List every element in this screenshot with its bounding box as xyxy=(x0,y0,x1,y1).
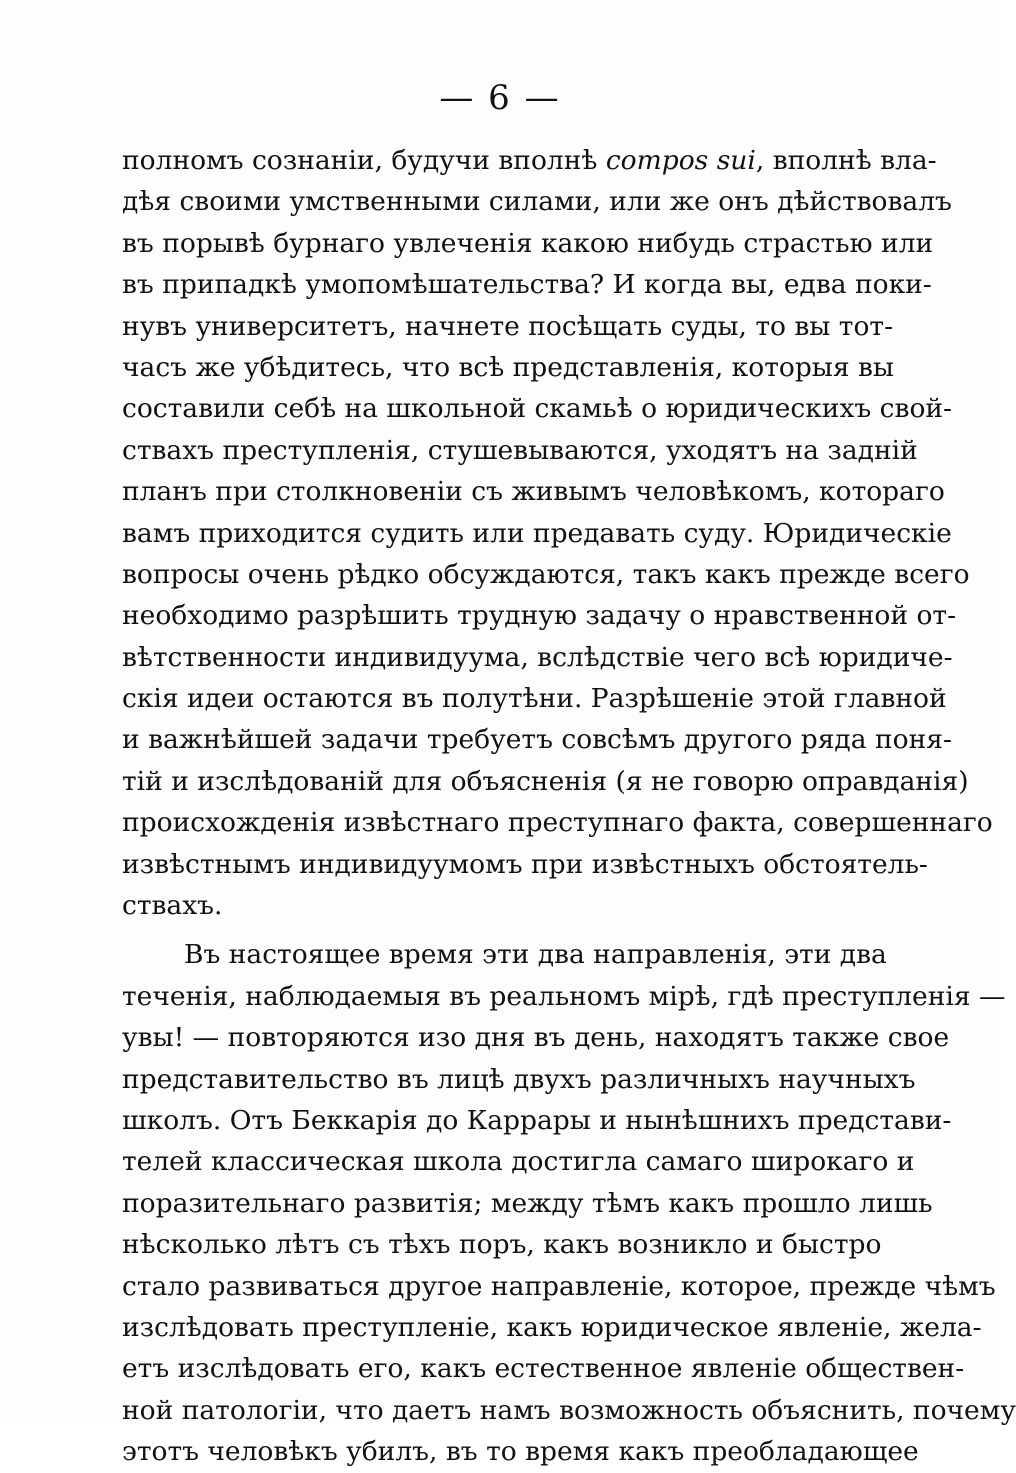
text-line: ной патологіи, что даетъ намъ возможность объяснить, почему xyxy=(122,1394,1016,1426)
latin-phrase: compos sui xyxy=(605,145,756,176)
paragraph-1 xyxy=(122,140,993,926)
text-line: теченія, наблюдаемыя въ реальномъ мірѣ, гдѣ преступленія — xyxy=(122,980,1006,1012)
text-line: етъ изслѣдовать его, какъ естественное явленіе обществен- xyxy=(122,1353,965,1385)
text-line: представительство въ лицѣ двухъ различныхъ научныхъ xyxy=(122,1063,916,1095)
text-line: въ порывѣ бурнаго увлеченія какою нибудь страстью или xyxy=(122,227,934,259)
text-line: нѣсколько лѣтъ съ тѣхъ поръ, какъ возникло и быстро xyxy=(122,1229,882,1261)
text-line: тій и изслѣдованій для объясненія (я не говорю оправданія) xyxy=(122,765,969,797)
text-line: извѣстнымъ индивидуумомъ при извѣстныхъ обстоятель- xyxy=(122,848,928,880)
text-line: скія идеи остаются въ полутѣни. Разрѣшеніе этой главной xyxy=(122,683,947,715)
text-line: нувъ университетъ, начнете посѣщать суды, то вы тот- xyxy=(122,310,894,342)
text-line: вѣтственности индивидуума, вслѣдствіе чего всѣ юридиче- xyxy=(122,641,953,673)
text-line: этотъ человѣкъ убилъ, въ то время какъ преобладающее xyxy=(122,1436,919,1468)
text-line: происхожденія извѣстнаго преступнаго факта, совершеннаго xyxy=(122,807,993,839)
text-line: Въ настоящее время эти два направленія, эти два xyxy=(184,939,887,971)
text-line: стало развиваться другое направленіе, которое, прежде чѣмъ xyxy=(122,1270,996,1302)
text-line: и важнѣйшей задачи требуетъ совсѣмъ другого ряда поня- xyxy=(122,724,952,756)
text-line: телей классическая школа достигла самаго широкаго и xyxy=(122,1146,915,1178)
text-line: изслѣдовать преступленіе, какъ юридическое явленіе, жела- xyxy=(122,1311,982,1343)
text-line: полномъ сознаніи, будучи вполнѣ compos sui, вполнѣ вла- xyxy=(122,145,937,176)
text-line: часъ же убѣдитесь, что всѣ представленія, которыя вы xyxy=(122,351,895,383)
paragraph-gap xyxy=(122,926,878,934)
text-line: ствахъ преступленія, стушевываются, уходятъ на задній xyxy=(122,434,918,466)
text-line: поразительнаго развитія; между тѣмъ какъ прошло лишь xyxy=(122,1187,933,1219)
text-line: составили себѣ на школьной скамьѣ о юридическихъ свой- xyxy=(122,393,953,425)
text-line: планъ при столкновеніи съ живымъ человѣкомъ, котораго xyxy=(122,476,945,508)
paragraph-2 xyxy=(122,934,1016,1472)
text-line: дѣя своими умственными силами, или же онъ дѣйствовалъ xyxy=(122,186,952,218)
text-line: увы! — повторяются изо дня въ день, находятъ также свое xyxy=(122,1022,950,1054)
text-line: необходимо разрѣшить трудную задачу о нравственной от- xyxy=(122,600,957,632)
text-line: вопросы очень рѣдко обсуждаются, такъ какъ прежде всего xyxy=(122,558,970,590)
text-line: ствахъ. xyxy=(122,890,223,922)
text-line: въ припадкѣ умопомѣшательства? И когда вы, едва поки- xyxy=(122,269,932,301)
text-line: школъ. Отъ Беккарія до Каррары и нынѣшнихъ представи- xyxy=(122,1104,952,1136)
text-line: вамъ приходится судить или предавать суду. Юридическіе xyxy=(122,517,952,549)
body-text xyxy=(122,140,1016,1473)
page-number: — 6 — xyxy=(439,78,561,118)
